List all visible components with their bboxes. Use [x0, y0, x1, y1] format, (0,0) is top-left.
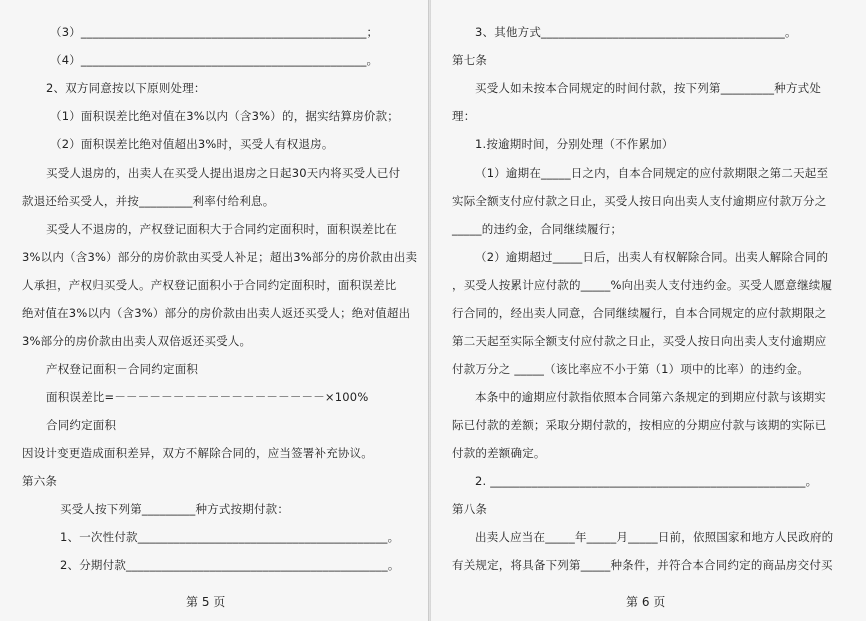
- text-line: 有关规定，将具备下列第_____种条件，并符合本合同约定的商品房交付买: [452, 558, 833, 572]
- text-line: 买受人不退房的，产权登记面积大于合同约定面积时，面积误差比在: [46, 222, 397, 236]
- text-line: 实际全额支付应付款之日止，买受人按日向出卖人支付逾期应付款万分之: [452, 194, 827, 208]
- text-line: 付款的差额确定。: [452, 446, 546, 460]
- text-line: 绝对值在3%以内（含3%）部分的房价款由出卖人返还买受人；绝对值超出: [22, 306, 411, 320]
- text-line: （2）逾期超过_____日后，出卖人有权解除合同。出卖人解除合同的: [475, 250, 829, 264]
- text-line: 款退还给买受人，并按_________利率付给利息。: [22, 194, 275, 208]
- text-line: （3）________________________________________________；: [50, 25, 379, 39]
- text-line: 第二天起至实际全额支付应付款之日止，买受人按日向出卖人支付逾期应: [452, 334, 827, 348]
- text-line: 买受人退房的，出卖人在买受人提出退房之日起30天内将买受人已付: [46, 166, 401, 180]
- text-line: （1）面积误差比绝对值在3%以内（含3%）的，据实结算房价款；: [50, 109, 400, 123]
- formula-line: 面积误差比=－－－－－－－－－－－－－－－－－－×100%: [46, 390, 369, 404]
- text-line: 付款万分之 _____（该比率应不小于第（1）项中的比率）的违约金。: [452, 362, 810, 376]
- page-number: 第 5 页: [186, 595, 226, 609]
- text-line: 出卖人应当在_____年_____月_____日前，依照国家和地方人民政府的: [475, 530, 834, 544]
- text-line: 2、分期付款____________________________________________。: [60, 558, 400, 572]
- text-line: （1）逾期在_____日之内，自本合同规定的应付款期限之第二天起至: [475, 166, 829, 180]
- text-line: 行合同的，经出卖人同意，合同继续履行，自本合同规定的应付款期限之: [452, 306, 827, 320]
- text-line: 1、一次性付款__________________________________________。: [60, 530, 400, 544]
- text-line: 2. _____________________________________________________。: [475, 474, 818, 488]
- text-line: ，买受人按累计应付款的_____%向出卖人支付违约金。买受人愿意继续履: [452, 278, 833, 292]
- text-line: 3、其他方式_________________________________________。: [475, 25, 797, 39]
- text-line: 3%部分的房价款由出卖人双倍返还买受人。: [22, 334, 252, 348]
- section-heading: 第八条: [452, 502, 488, 516]
- text-line: 买受人按下列第_________种方式按期付款：: [60, 502, 290, 516]
- page-number: 第 6 页: [626, 595, 666, 609]
- text-line: 2、双方同意按以下原则处理：: [46, 81, 206, 95]
- text-line: _____的违约金，合同继续履行；: [452, 222, 623, 236]
- text-line: 理：: [452, 109, 476, 123]
- text-line: 3%以内（含3%）部分的房价款由买受人补足；超出3%部分的房价款由出卖: [22, 250, 418, 264]
- section-heading: 第六条: [22, 474, 58, 488]
- text-line: （2）面积误差比绝对值超出3%时，买受人有权退房。: [50, 137, 334, 151]
- text-line: 买受人如未按本合同规定的时间付款，按下列第_________种方式处: [475, 81, 822, 95]
- page-6: [431, 0, 866, 621]
- formula-denominator: 合同约定面积: [46, 418, 117, 432]
- formula-numerator: 产权登记面积－合同约定面积: [46, 362, 199, 376]
- text-line: 因设计变更造成面积差异，双方不解除合同的，应当签署补充协议。: [22, 446, 373, 460]
- text-line: 本条中的逾期应付款指依照本合同第六条规定的到期应付款与该期实: [475, 390, 826, 404]
- text-line: 际已付款的差额；采取分期付款的，按相应的分期应付款与该期的实际已: [452, 418, 827, 432]
- text-line: （4）________________________________________________。: [50, 53, 379, 67]
- text-line: 人承担，产权归买受人。产权登记面积小于合同约定面积时，面积误差比: [22, 278, 397, 292]
- page-5: [0, 0, 428, 621]
- text-line: 1.按逾期时间，分别处理（不作累加）: [475, 137, 674, 151]
- section-heading: 第七条: [452, 53, 488, 67]
